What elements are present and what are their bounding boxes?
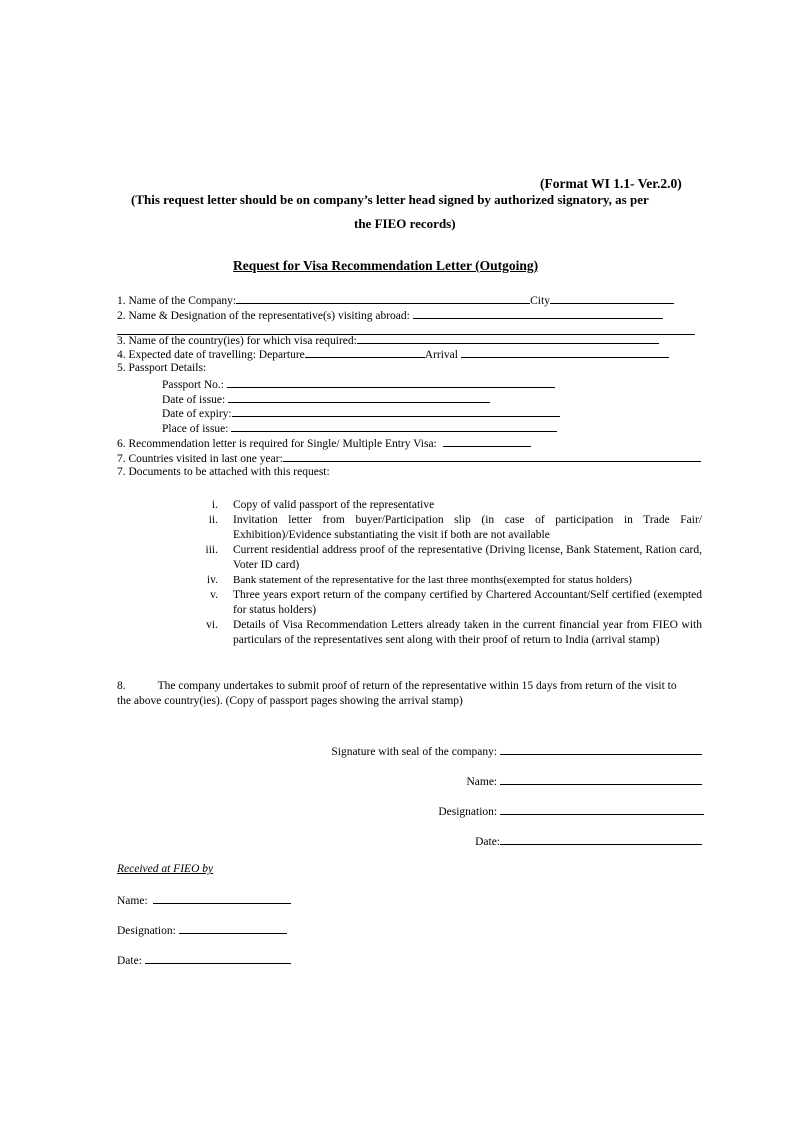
field-arrival-label: Arrival [424,349,458,361]
date-of-issue-blank[interactable] [228,391,490,403]
place-of-issue-blank[interactable] [231,420,557,432]
list-item [190,618,702,648]
list-item-number: ii. [208,514,218,526]
format-code: (Format WI 1.1- Ver.2.0) [540,176,682,191]
received-designation-blank[interactable] [179,922,287,934]
list-item [190,498,702,513]
signature-name-blank[interactable] [500,773,702,785]
date-of-expiry-label: Date of expiry: [162,408,232,420]
list-item-number: vi. [206,619,218,631]
list-item-number: v. [210,589,218,601]
signature-designation-row [438,803,704,818]
signature-date-row [475,833,702,848]
signature-seal-blank[interactable] [500,743,702,755]
documents-list [190,498,702,648]
list-item-text: Invitation letter from buyer/Participation slip (in case of participation in Trade Fair/ Exhibition)/Evidence substantiating the visit if both are not available [233,514,702,541]
departure-blank[interactable] [305,346,425,358]
list-item-number: i. [211,499,218,511]
list-item-text: Three years export return of the company certified by Chartered Accountant/Self certified (exempted for status holders) [233,589,702,616]
date-of-expiry-blank[interactable] [232,405,560,417]
list-item [190,513,702,543]
list-item [190,588,702,618]
field-passport-heading: 5. Passport Details: [117,362,207,374]
field-country-label: 3. Name of the country(ies) for which visa required: [117,335,357,347]
field-countries-visited-label: 7. Countries visited in last one year: [117,453,283,465]
field-representative-label: 2. Name & Designation of the representative(s) visiting abroad: [117,310,410,322]
field-city-label: City [530,295,550,307]
field-documents-heading: 7. Documents to be attached with this request: [117,466,330,478]
list-item [190,573,702,588]
place-of-issue-row [162,420,557,436]
undertaking-number: 8. [117,680,126,692]
signature-date-label: Date: [475,836,500,848]
received-designation-row [117,922,287,937]
list-item-text: Copy of valid passport of the representative [233,499,435,511]
signature-seal-row [331,743,702,758]
signature-designation-blank[interactable] [500,803,704,815]
undertaking-text: The company undertakes to submit proof of return of the representative within 15 days from return of the visit to the above country(ies). (Copy of passport pages showing the arrival stamp) [117,680,677,707]
company-name-blank[interactable] [236,292,530,304]
representative-blank[interactable] [413,307,663,319]
field-entry-type-label: 6. Recommendation letter is required for Single/ Multiple Entry Visa: [117,438,437,450]
place-of-issue-label: Place of issue: [162,423,229,435]
list-item-number: iv. [206,574,218,586]
passport-no-blank[interactable] [227,376,555,388]
country-blank[interactable] [357,332,659,344]
passport-no-label: Passport No.: [162,379,224,391]
date-of-expiry-row [162,405,560,421]
received-date-row [117,952,291,967]
received-designation-label: Designation: [117,925,176,937]
field-representative-row [117,307,663,323]
field-countries-visited-row [117,450,701,466]
field-entry-type-row [117,435,531,451]
entry-type-blank[interactable] [443,435,531,447]
signature-seal-label: Signature with seal of the company: [331,746,498,758]
field-company-row [117,292,674,308]
city-blank[interactable] [550,292,674,304]
signature-name-row [466,773,702,788]
list-item [190,543,702,573]
received-name-row [117,892,291,907]
list-item-number: iii. [205,544,218,556]
undertaking-paragraph [117,679,682,709]
document-title: Request for Visa Recommendation Letter (Outgoing) [233,258,539,273]
signature-name-label: Name: [466,776,498,788]
signature-designation-label: Designation: [438,806,498,818]
field-travel-date-row [117,346,669,362]
letterhead-note-line2: the FIEO records) [354,216,456,231]
field-company-label: 1. Name of the Company: [117,295,237,307]
received-date-blank[interactable] [145,952,291,964]
list-item-text: Details of Visa Recommendation Letters already taken in the current financial year from FIEO with particulars of the representatives sent along with their proof of return to India (arrival stamp) [233,619,702,646]
received-date-label: Date: [117,955,142,967]
arrival-blank[interactable] [461,346,669,358]
list-item-text: Bank statement of the representative for the last three months(exempted for status holders) [233,574,632,586]
signature-date-blank[interactable] [500,833,702,845]
field-departure-label: 4. Expected date of travelling: Departure [117,349,305,361]
passport-no-row [162,376,555,392]
date-of-issue-label: Date of issue: [162,394,226,406]
list-item-text: Current residential address proof of the representative (Driving license, Bank Statement, Ration card, Voter ID card) [233,544,702,571]
letterhead-note-line1: (This request letter should be on company’s letter head signed by authorized signatory, as per [131,192,649,207]
received-name-blank[interactable] [153,892,291,904]
received-heading: Received at FIEO by [117,863,214,875]
countries-visited-blank[interactable] [283,450,701,462]
received-name-label: Name: [117,895,148,907]
